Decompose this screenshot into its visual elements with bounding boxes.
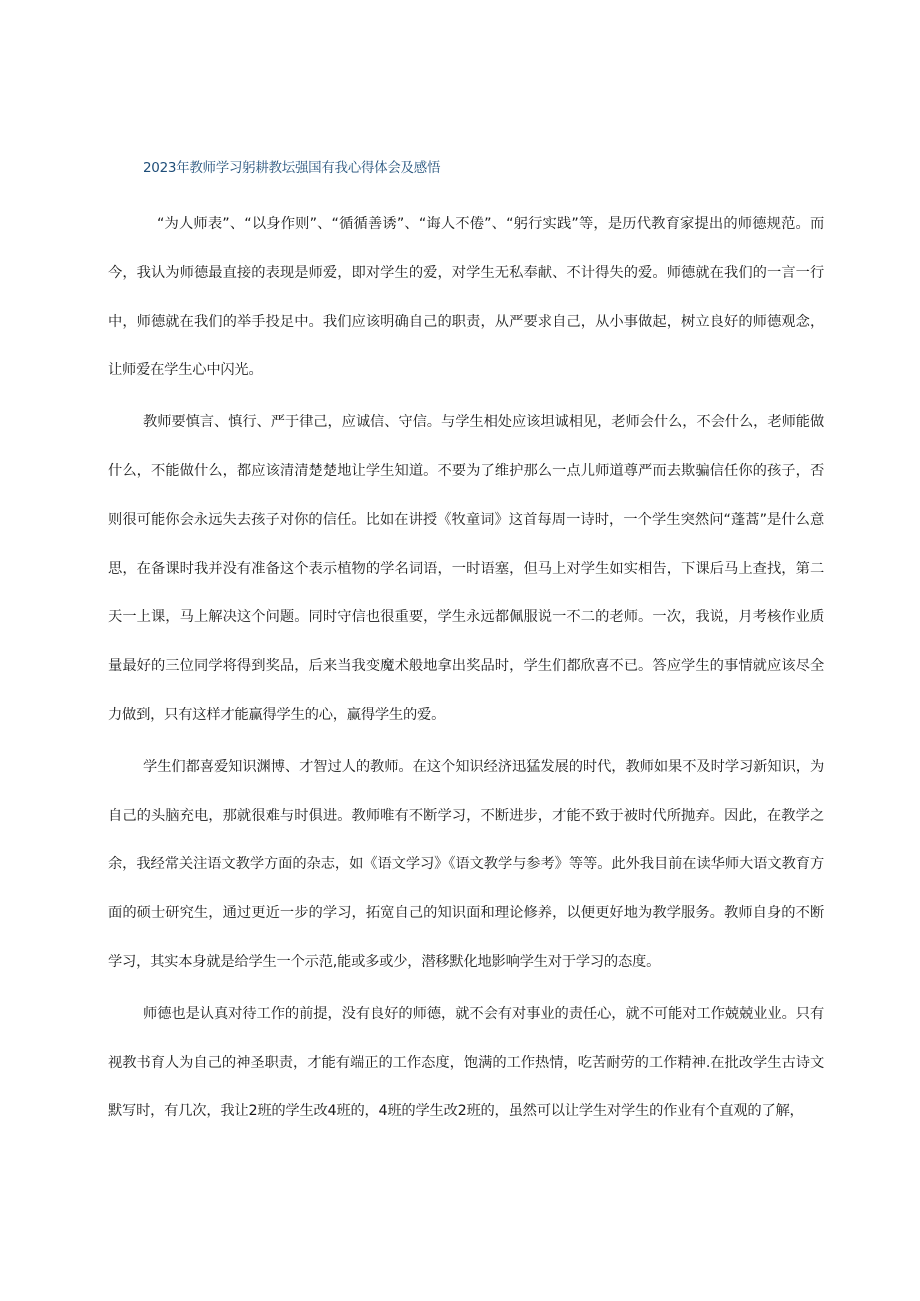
document-title: 2023年教师学习躬耕教坛强国有我心得体会及感悟: [143, 160, 441, 176]
paragraph-1: “为人师表”、“以身作则”、“循循善诱”、“诲人不倦”、“躬行实践”等，是历代教育家提出的师德规范。而今，我认为师德最直接的表现是师爱，即对学生的爱，对学生无私奉献、不计得失的爱。师德就在我们的一言一行中，师德就在我们的举手投足中。我们应该明确自己的职责，从严要求自己，从小事做起，树立良好的师德观念，让师爱在学生心中闪光。: [108, 216, 824, 379]
paragraph-4: 师德也是认真对待工作的前提，没有良好的师德，就不会有对事业的责任心，就不可能对工作兢兢业业。只有视教书育人为自己的神圣职责，才能有端正的工作态度，饱满的工作热情，吃苦耐劳的工作精神.在批改学生古诗文默写时，有几次，我让2班的学生改4班的，4班的学生改2班的，虽然可以让学生对学生的作业有个直观的了解，: [108, 1005, 824, 1120]
document-body: [108, 200, 824, 1136]
paragraph-2: 教师要慎言、慎行、严于律己，应诚信、守信。与学生相处应该坦诚相见，老师会什么，不会什么，老师能做什么，不能做什么，都应该清清楚楚地让学生知道。不要为了维护那么一点儿师道尊严而去欺骗信任你的孩子，否则很可能你会永远失去孩子对你的信任。比如在讲授《牧童词》这首每周一诗时，一个学生突然问“蓬蒿”是什么意思，在备课时我并没有准备这个表示植物的学名词语，一时语塞，但马上对学生如实相告，下课后马上查找，第二天一上课，马上解决这个问题。同时守信也很重要，学生永远都佩服说一不二的老师。一次，我说，月考核作业质量最好的三位同学将得到奖品，后来当我变魔术般地拿出奖品时，学生们都欣喜不已。答应学生的事情就应该尽全力做到，只有这样才能赢得学生的心，赢得学生的爱。: [108, 414, 824, 723]
paragraph-3: 学生们都喜爱知识渊博、才智过人的教师。在这个知识经济迅猛发展的时代，教师如果不及时学习新知识，为自己的头脑充电，那就很难与时俱进。教师唯有不断学习，不断进步，才能不致于被时代所抛弃。因此，在教学之余，我经常关注语文教学方面的杂志，如《语文学习》《语文教学与参考》等等。此外我目前在读华师大语文教育方面的硕士研究生，通过更近一步的学习，拓宽自己的知识面和理论修养，以便更好地为教学服务。教师自身的不断学习，其实本身就是给学生一个示范,能或多或少，潜移默化地影响学生对于学习的态度。: [108, 758, 824, 970]
